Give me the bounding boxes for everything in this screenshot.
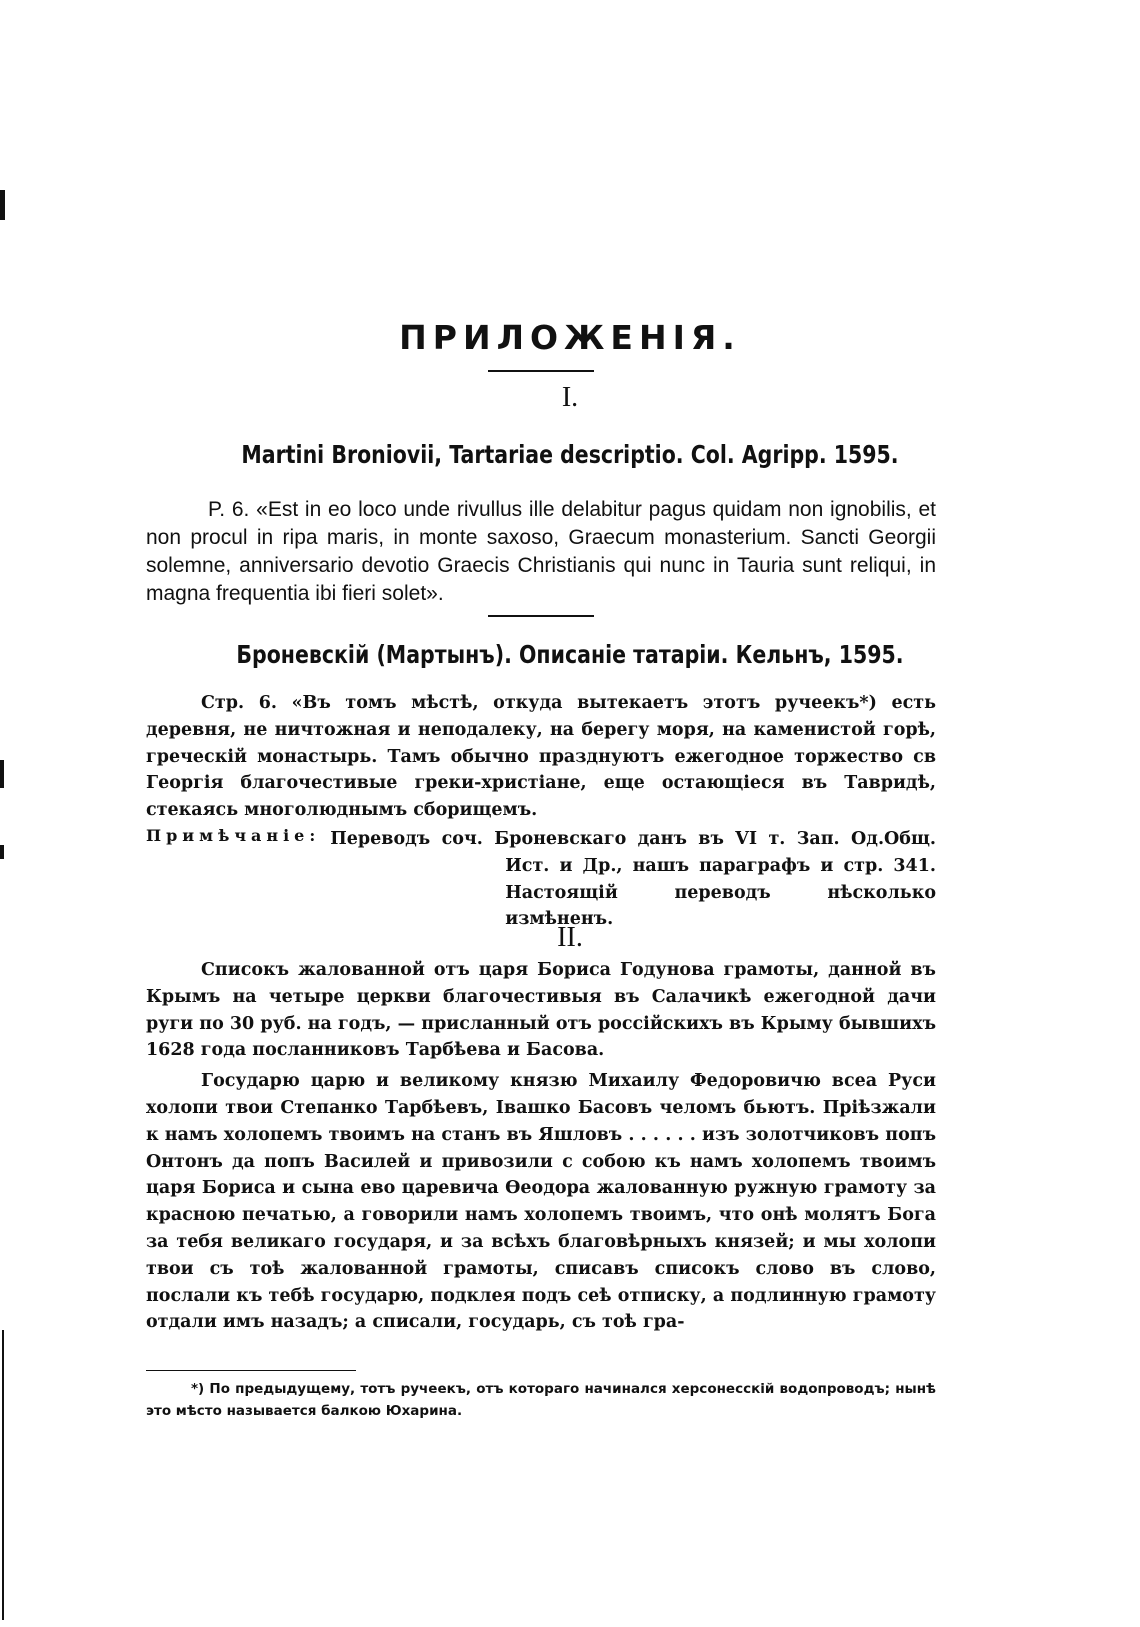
russian-paragraph: Стр. 6. «Въ томъ мѣстѣ, откуда вытекаетъ этотъ ручеекъ*) есть деревня, не ничтожная и неподалеку, на берегу моря, на каменистой горѣ, греческій монастырь. Тамъ обычно празднуютъ ежегодное торжество св Георгія благочестивые греки-христіане, еще остающіеся въ Тавридѣ, стекаясь многолюднымъ сборищемъ. xyxy=(146,693,936,821)
footnote-rule xyxy=(146,1370,356,1371)
section-2-numeral: II. xyxy=(557,922,583,953)
latin-heading: Martini Broniovii, Tartariae descriptio. Col. Agripp. 1595. xyxy=(241,440,899,469)
scan-edge-mark xyxy=(2,1330,4,1620)
russian-heading: Броневскій (Мартынъ). Описаніе татаріи. Кельнъ, 1595. xyxy=(236,640,904,669)
scan-edge-mark xyxy=(0,845,4,859)
title-rule xyxy=(488,370,594,372)
petition-letter-paragraph: Государю царю и великому князю Михаилу Федоровичю всеа Руси холопи твои Степанко Тарбѣевъ, Івашко Басовъ челомъ бьютъ. Пріѣзжали к намъ холопемъ твоимъ на станъ въ Яшловъ . . . . . . изъ золотчиковъ попъ Онтонъ да попъ Василей и привозили с собою къ намъ холопемъ твоимъ царя Бориса и сына ево царевича Ѳеодора жалованную ружную грамоту за красною печатью, а говорили намъ холопемъ твоимъ, что онѣ молятъ Бога за тебя великаго государя, и за всѣхъ благовѣрныхъ князей; и мы холопи твои съ тоѣ жалованной грамоты, списавъ списокъ слово въ слово, послали къ тебѣ государю, подклея подъ сеѣ отписку, а подлинную грамоту отдали имъ назадъ; а списали, государь, съ тоѣ гра- xyxy=(146,1071,936,1333)
scan-edge-mark xyxy=(0,760,4,788)
translator-note xyxy=(146,826,936,933)
note-text xyxy=(330,826,936,933)
section-rule xyxy=(488,615,594,617)
russian-translation-block xyxy=(146,690,936,824)
document-intro-paragraph: Списокъ жалованной отъ царя Бориса Годунова грамоты, данной въ Крымъ на четыре церкви благочестивыя въ Салачикѣ ежегодной дачи руги по 30 руб. на годъ, — присланный отъ россійскихъ въ Крыму бывшихъ 1628 года посланниковъ Тарбѣева и Басова. xyxy=(146,960,936,1061)
section-2-body xyxy=(146,957,936,1336)
note-row xyxy=(146,826,936,933)
note-text-content: Переводъ соч. Броневскаго данъ въ VI т. Зап. Од.Общ. Ист. и Др., нашъ параграфъ и стр. 341. Настоящій переводъ нѣсколько измѣненъ. xyxy=(330,829,936,930)
page-title: ПРИЛОЖЕНІЯ. xyxy=(399,318,741,357)
scan-edge-mark xyxy=(0,190,5,220)
section-1-numeral: I. xyxy=(561,382,579,413)
latin-paragraph: P. 6. «Est in eo loco unde rivullus ille delabitur pagus quidam non ignobilis, et non proᴄul in ripa maris, in monte saxoso, Graecum monasterium. Sancti Georgii solemne, anniversario devotio Graecis Christianis qui nunc in Tauria sunt reliqui, in magna frequentia ibi fieri solet». xyxy=(146,498,936,605)
note-label: Примѣчаніе: xyxy=(146,826,321,845)
footnote: *) По предыдущему, тотъ ручеекъ, отъ котораго начинался херсонесскій водопроводъ; нынѣ это мѣсто называется балкою Юхарина. xyxy=(146,1381,936,1419)
